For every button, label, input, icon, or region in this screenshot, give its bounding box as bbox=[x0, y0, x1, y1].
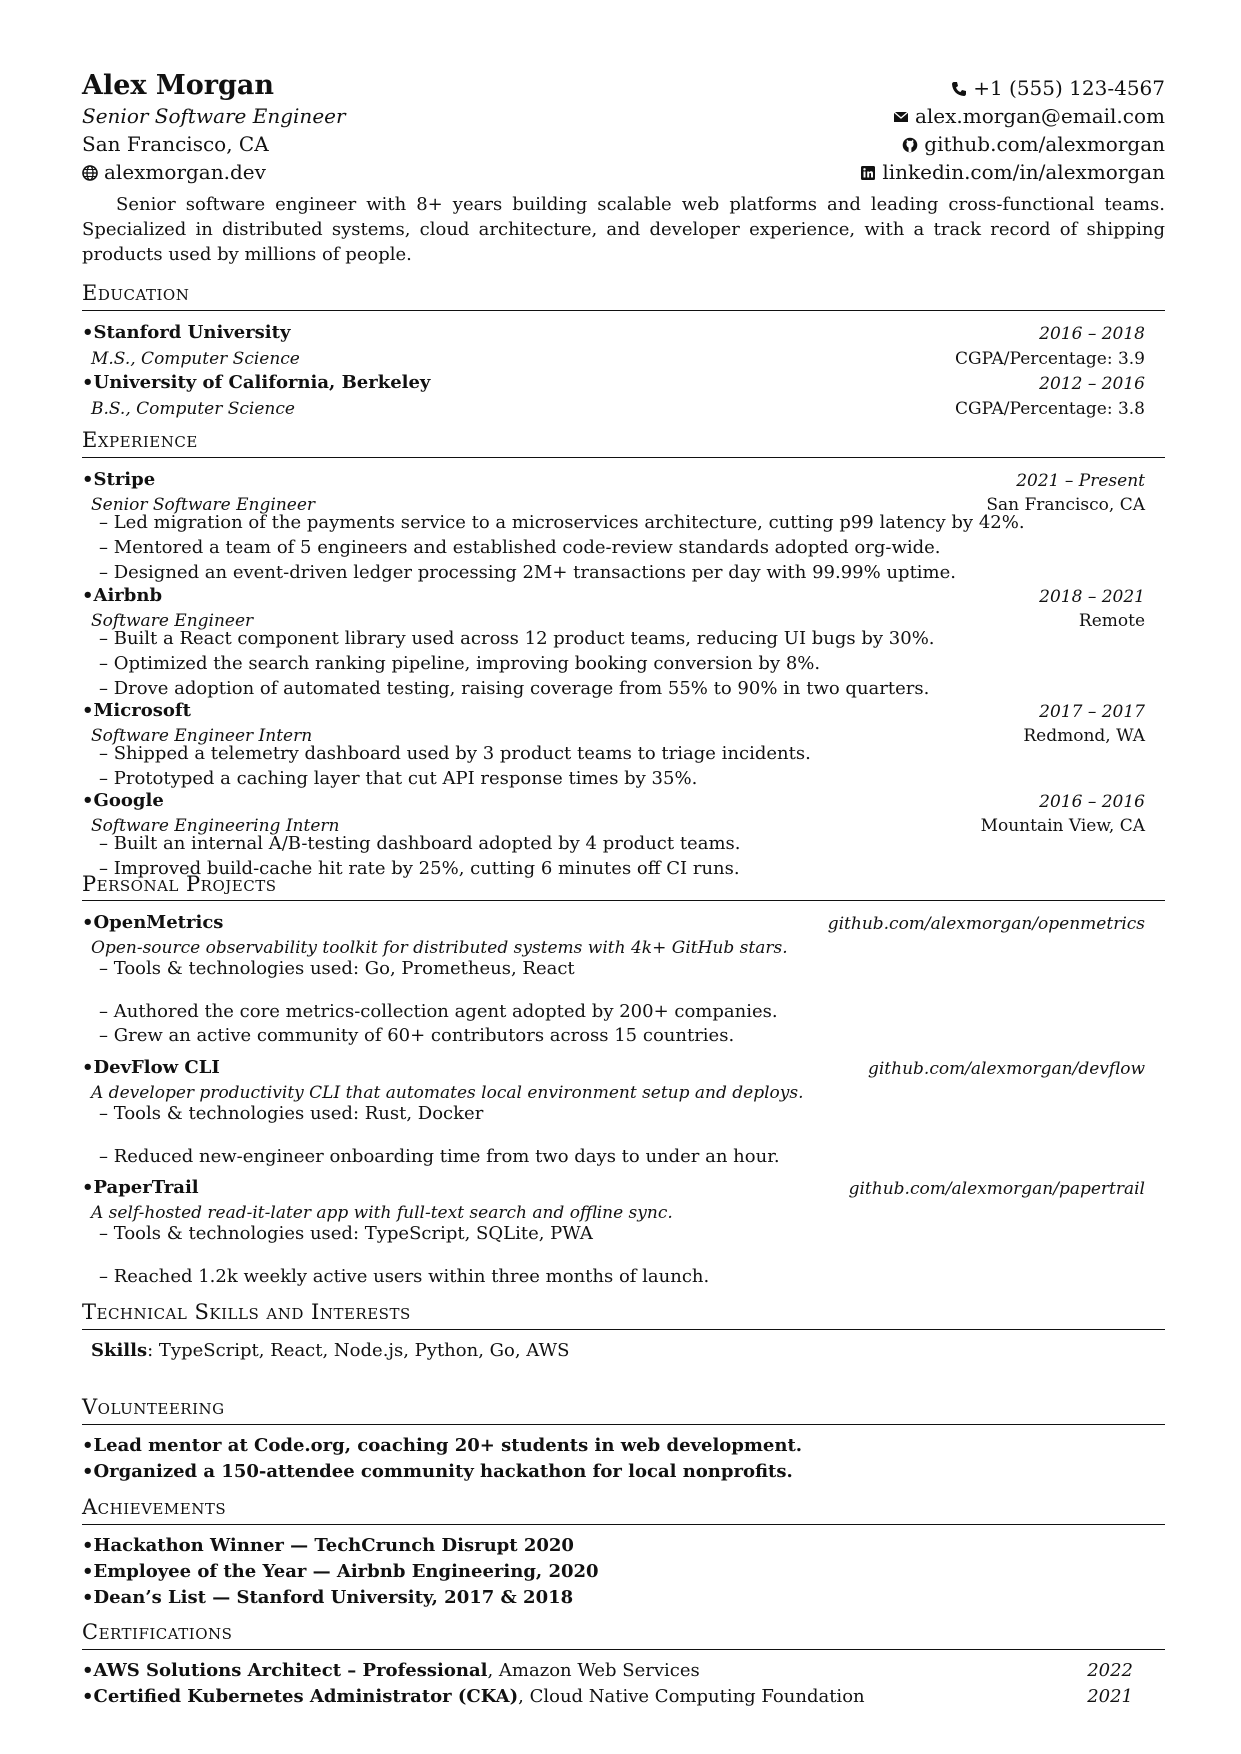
project-tools: – Tools & technologies used: Rust, Docker bbox=[99, 1103, 484, 1124]
experience-dates: 2021 – Present bbox=[1016, 471, 1145, 491]
project-description: A developer productivity CLI that automates local environment setup and deploys. bbox=[91, 1083, 804, 1103]
phone-icon bbox=[951, 81, 967, 97]
project-description: A self-hosted read-it-later app with full-text search and offline sync. bbox=[91, 1203, 673, 1223]
experience-bullet: – Designed an event-driven ledger processing 2M+ transactions per day with 99.99% uptime. bbox=[99, 562, 956, 583]
experience-role: Software Engineering Intern bbox=[91, 816, 340, 836]
achievement-item: •Employee of the Year — Airbnb Engineering, 2020 bbox=[82, 1561, 599, 1582]
experience-dates: 2016 – 2016 bbox=[1039, 792, 1145, 812]
section-divider bbox=[82, 310, 1165, 311]
project-link[interactable]: github.com/alexmorgan/papertrail bbox=[848, 1179, 1145, 1199]
experience-bullet: – Optimized the search ranking pipeline, improving booking conversion by 8%. bbox=[99, 653, 821, 674]
education-grade: CGPA/Percentage: 3.9 bbox=[955, 349, 1145, 369]
section-divider bbox=[82, 1424, 1165, 1425]
skills-line bbox=[91, 1340, 569, 1361]
certification-issuer: , Cloud Native Computing Foundation bbox=[518, 1686, 865, 1707]
achievement-item: •Hackathon Winner — TechCrunch Disrupt 2020 bbox=[82, 1535, 574, 1556]
experience-company: •Stripe bbox=[82, 469, 156, 490]
certification-year: 2021 bbox=[1087, 1686, 1133, 1707]
experience-bullet: – Mentored a team of 5 engineers and established code-review standards adopted org-wide. bbox=[99, 537, 941, 558]
education-dates: 2016 – 2018 bbox=[1039, 324, 1145, 344]
experience-dates: 2018 – 2021 bbox=[1039, 587, 1145, 607]
section-title-education: Education bbox=[82, 281, 190, 305]
experience-role: Software Engineer bbox=[91, 611, 254, 631]
education-school: •University of California, Berkeley bbox=[82, 372, 431, 393]
candidate-location: San Francisco, CA bbox=[82, 132, 269, 156]
experience-dates: 2017 – 2017 bbox=[1039, 702, 1145, 722]
section-divider bbox=[82, 1649, 1165, 1650]
phone-link[interactable]: +1 (555) 123-4567 bbox=[951, 76, 1165, 100]
experience-bullet: – Led migration of the payments service to a microservices architecture, cutting p99 latency by 42%. bbox=[99, 512, 1025, 533]
section-divider bbox=[82, 900, 1165, 901]
section-title-certifications: Certifications bbox=[82, 1620, 233, 1644]
experience-company: •Airbnb bbox=[82, 585, 163, 606]
experience-bullet: – Shipped a telemetry dashboard used by 3 product teams to triage incidents. bbox=[99, 743, 811, 764]
project-name: •PaperTrail bbox=[82, 1177, 199, 1198]
section-divider bbox=[82, 1329, 1165, 1330]
experience-location: Redmond, WA bbox=[1023, 726, 1145, 746]
project-bullet: – Authored the core metrics-collection agent adopted by 200+ companies. bbox=[99, 1001, 778, 1022]
certification-issuer: , Amazon Web Services bbox=[487, 1660, 700, 1681]
section-title-experience: Experience bbox=[82, 428, 198, 452]
section-divider bbox=[82, 1524, 1165, 1525]
achievement-item: •Dean’s List — Stanford University, 2017 & 2018 bbox=[82, 1587, 574, 1608]
professional-summary: Senior software engineer with 8+ years building scalable web platforms and leading cross-functional teams. Specialized in distributed systems, cloud architecture, and developer experience, with a track record of shipping products used by millions of people. bbox=[82, 194, 1165, 265]
github-icon bbox=[902, 137, 918, 153]
envelope-icon bbox=[893, 109, 909, 125]
project-link[interactable]: github.com/alexmorgan/openmetrics bbox=[827, 914, 1145, 934]
section-title-projects: Personal Projects bbox=[82, 872, 277, 896]
certification-item bbox=[82, 1660, 700, 1681]
education-school: •Stanford University bbox=[82, 322, 291, 343]
section-title-skills: Technical Skills and Interests bbox=[82, 1300, 411, 1324]
email-link[interactable]: alex.morgan@email.com bbox=[893, 104, 1165, 128]
experience-bullet: – Improved build-cache hit rate by 25%, cutting 6 minutes off CI runs. bbox=[99, 858, 740, 879]
project-tools: – Tools & technologies used: Go, Prometheus, React bbox=[99, 958, 575, 979]
certification-year: 2022 bbox=[1087, 1660, 1133, 1681]
linkedin-icon bbox=[860, 165, 876, 181]
education-grade: CGPA/Percentage: 3.8 bbox=[955, 399, 1145, 419]
project-name: •OpenMetrics bbox=[82, 912, 224, 933]
education-dates: 2012 – 2016 bbox=[1039, 374, 1145, 394]
linkedin-link[interactable]: linkedin.com/in/alexmorgan bbox=[860, 160, 1165, 184]
section-title-achievements: Achievements bbox=[82, 1495, 227, 1519]
project-tools: – Tools & technologies used: TypeScript, SQLite, PWA bbox=[99, 1223, 593, 1244]
project-link[interactable]: github.com/alexmorgan/devflow bbox=[867, 1059, 1145, 1079]
project-bullet: – Grew an active community of 60+ contributors across 15 countries. bbox=[99, 1025, 735, 1046]
candidate-name: Alex Morgan bbox=[82, 70, 275, 101]
project-bullet: – Reached 1.2k weekly active users within three months of launch. bbox=[99, 1266, 710, 1287]
experience-bullet: – Drove adoption of automated testing, raising coverage from 55% to 90% in two quarters. bbox=[99, 678, 930, 699]
project-name: •DevFlow CLI bbox=[82, 1057, 220, 1078]
project-description: Open-source observability toolkit for distributed systems with 4k+ GitHub stars. bbox=[91, 938, 788, 958]
experience-bullet: – Built a React component library used across 12 product teams, reducing UI bugs by 30%. bbox=[99, 628, 935, 649]
website-link[interactable]: alexmorgan.dev bbox=[82, 160, 266, 184]
experience-bullet: – Prototyped a caching layer that cut API response times by 35%. bbox=[99, 768, 698, 789]
certification-name: •Certified Kubernetes Administrator (CKA) bbox=[82, 1686, 519, 1707]
volunteering-item: •Lead mentor at Code.org, coaching 20+ students in web development. bbox=[82, 1435, 803, 1456]
project-bullet: – Reduced new-engineer onboarding time from two days to under an hour. bbox=[99, 1146, 780, 1167]
candidate-title: Senior Software Engineer bbox=[82, 104, 346, 128]
education-degree: M.S., Computer Science bbox=[91, 349, 300, 369]
section-divider bbox=[82, 457, 1165, 458]
experience-company: •Google bbox=[82, 790, 164, 811]
experience-bullet: – Built an internal A/B-testing dashboard adopted by 4 product teams. bbox=[99, 833, 741, 854]
experience-role: Senior Software Engineer bbox=[91, 495, 316, 515]
experience-role: Software Engineer Intern bbox=[91, 726, 313, 746]
section-title-volunteering: Volunteering bbox=[82, 1395, 225, 1419]
certification-item bbox=[82, 1686, 865, 1707]
experience-location: Mountain View, CA bbox=[980, 816, 1145, 836]
globe-icon bbox=[82, 165, 98, 181]
experience-company: •Microsoft bbox=[82, 700, 191, 721]
certification-name: •AWS Solutions Architect – Professional bbox=[82, 1660, 488, 1681]
experience-location: San Francisco, CA bbox=[986, 495, 1145, 515]
education-degree: B.S., Computer Science bbox=[91, 399, 295, 419]
volunteering-item: •Organized a 150-attendee community hackathon for local nonprofits. bbox=[82, 1461, 793, 1482]
experience-location: Remote bbox=[1078, 611, 1145, 631]
skills-value: : TypeScript, React, Node.js, Python, Go, AWS bbox=[147, 1340, 570, 1361]
skills-label: Skills bbox=[91, 1340, 148, 1361]
github-link[interactable]: github.com/alexmorgan bbox=[902, 132, 1165, 156]
